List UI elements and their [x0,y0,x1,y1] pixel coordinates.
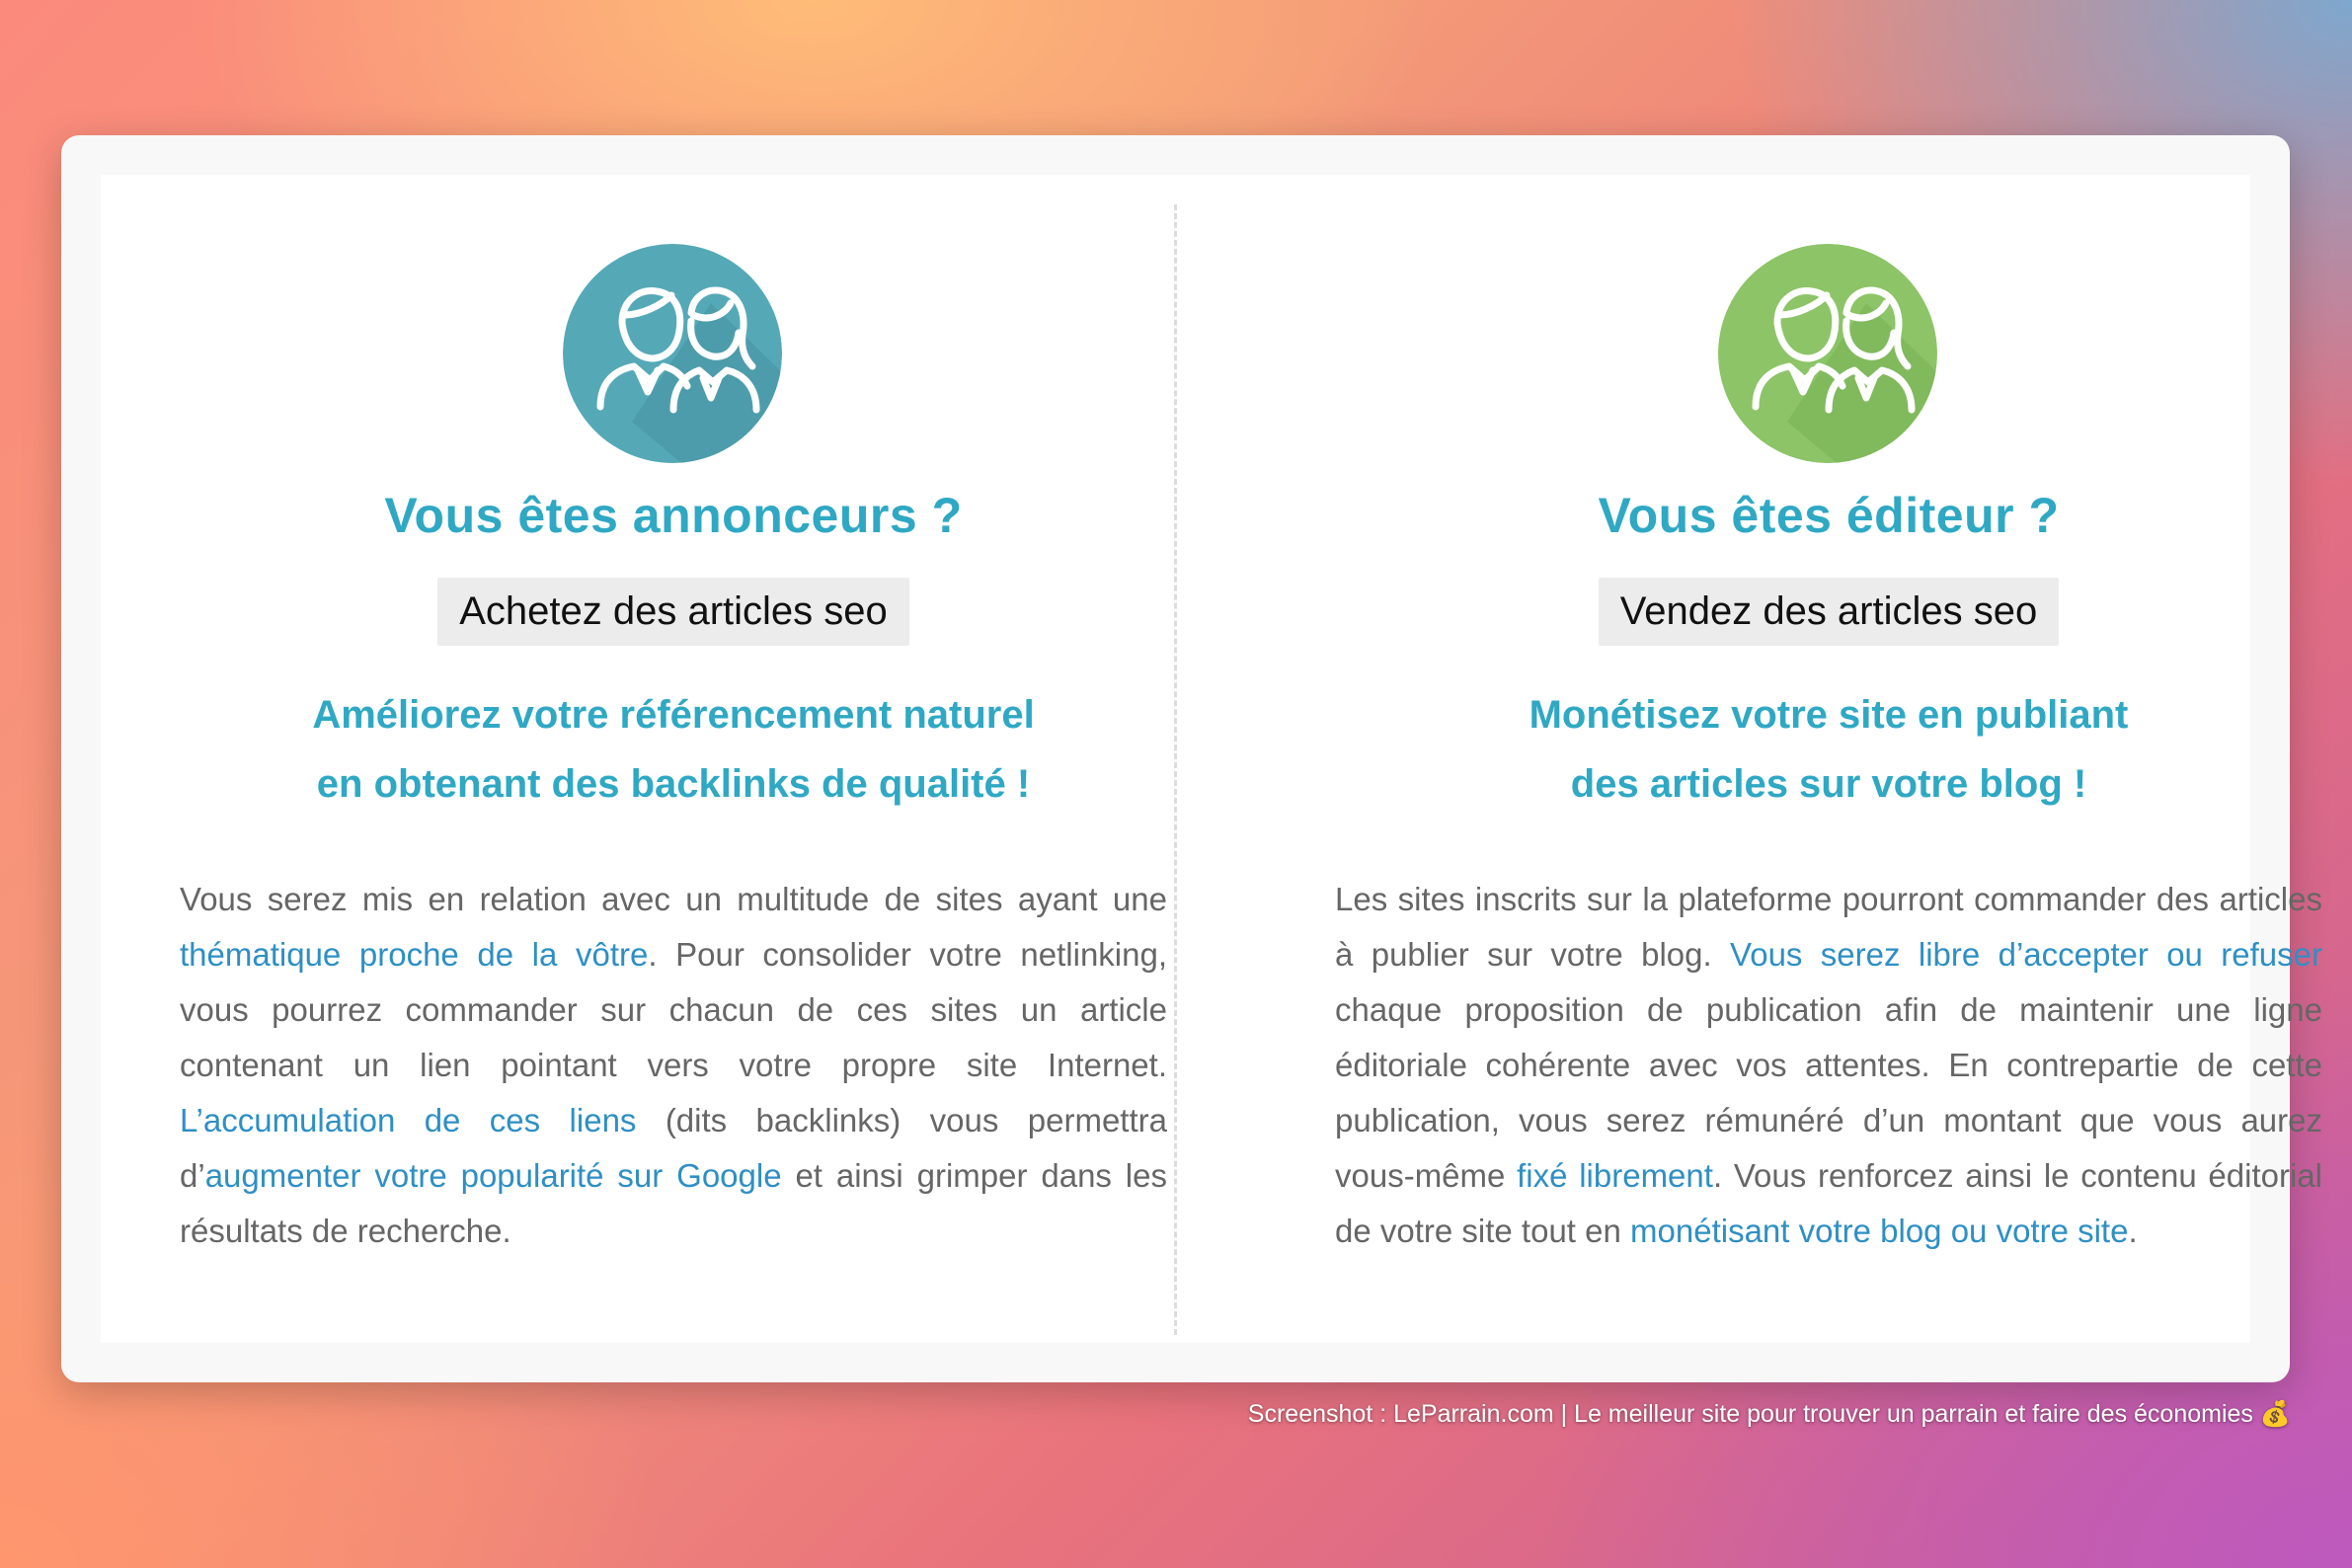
advertiser-text-1: Vous serez mis en relation avec un multitude de sites ayant une [180,881,1167,917]
advertiser-text-3: (dits backlinks) vous permettra d’ [180,1102,1167,1194]
link-popularite-google[interactable]: augmenter votre popularité sur Google [204,1157,782,1194]
advertiser-tag[interactable]: Achetez des articles seo [437,578,909,646]
publisher-text-3: . Vous renforcez ainsi le contenu éditorial de votre site tout en [1335,1157,2322,1249]
screenshot-caption: Screenshot : LeParrain.com | Le meilleur site pour trouver un parrain et faire des économies 💰 [1247,1400,2291,1428]
advertiser-column [180,175,1167,1343]
card-content [101,175,2322,1343]
link-libre-accepter[interactable]: Vous serez libre d’accepter ou refuser [1730,936,2322,973]
users-icon [563,244,782,463]
publisher-description [1335,872,2322,1259]
column-divider [1174,204,1177,1335]
link-accumulation-liens[interactable]: L’accumulation de ces liens [180,1102,637,1138]
publisher-subtitle-line2: des articles sur votre blog ! [1570,762,2087,806]
publisher-text-2: chaque proposition de publication afin de maintenir une ligne éditoriale cohérente avec vos attentes. En contrepartie de cette publication, vous serez rémunéré d’un montant que vous aurez vous-même [1335,991,2322,1194]
link-fixe-librement[interactable]: fixé librement [1517,1157,1713,1194]
publisher-tag[interactable]: Vendez des articles seo [1599,578,2059,646]
users-icon [1718,244,1937,463]
advertiser-subtitle-line2: en obtenant des backlinks de qualité ! [316,762,1031,806]
advertiser-title: Vous êtes annonceurs ? [384,488,963,543]
link-thematique[interactable]: thématique proche de la vôtre [180,936,649,973]
advertiser-subtitle [180,680,1167,819]
advertiser-text-4: et ainsi grimper dans les résultats de recherche. [180,1157,1167,1249]
main-card [61,135,2322,1382]
publisher-title: Vous êtes éditeur ? [1598,488,2060,543]
advertiser-tag-wrap [180,578,1167,646]
publisher-text-4: . [2128,1213,2138,1249]
publisher-text-1: Les sites inscrits sur la plateforme pourront commander des articles à publier sur votre blog. [1335,881,2322,973]
publisher-subtitle-line1: Monétisez votre site en publiant [1529,693,2129,737]
advertiser-description [180,872,1167,1259]
advertiser-text-2: . Pour consolider votre netlinking, vous pourrez commander sur chacun de ces sites un article contenant un lien pointant vers votre propre site Internet. [180,936,1167,1083]
publisher-column [1335,175,2322,1343]
advertiser-subtitle-line1: Améliorez votre référencement naturel [312,693,1035,737]
link-monetisant-blog[interactable]: monétisant votre blog ou votre site [1630,1213,2129,1249]
publisher-tag-wrap [1335,578,2322,646]
publisher-subtitle [1335,680,2322,819]
